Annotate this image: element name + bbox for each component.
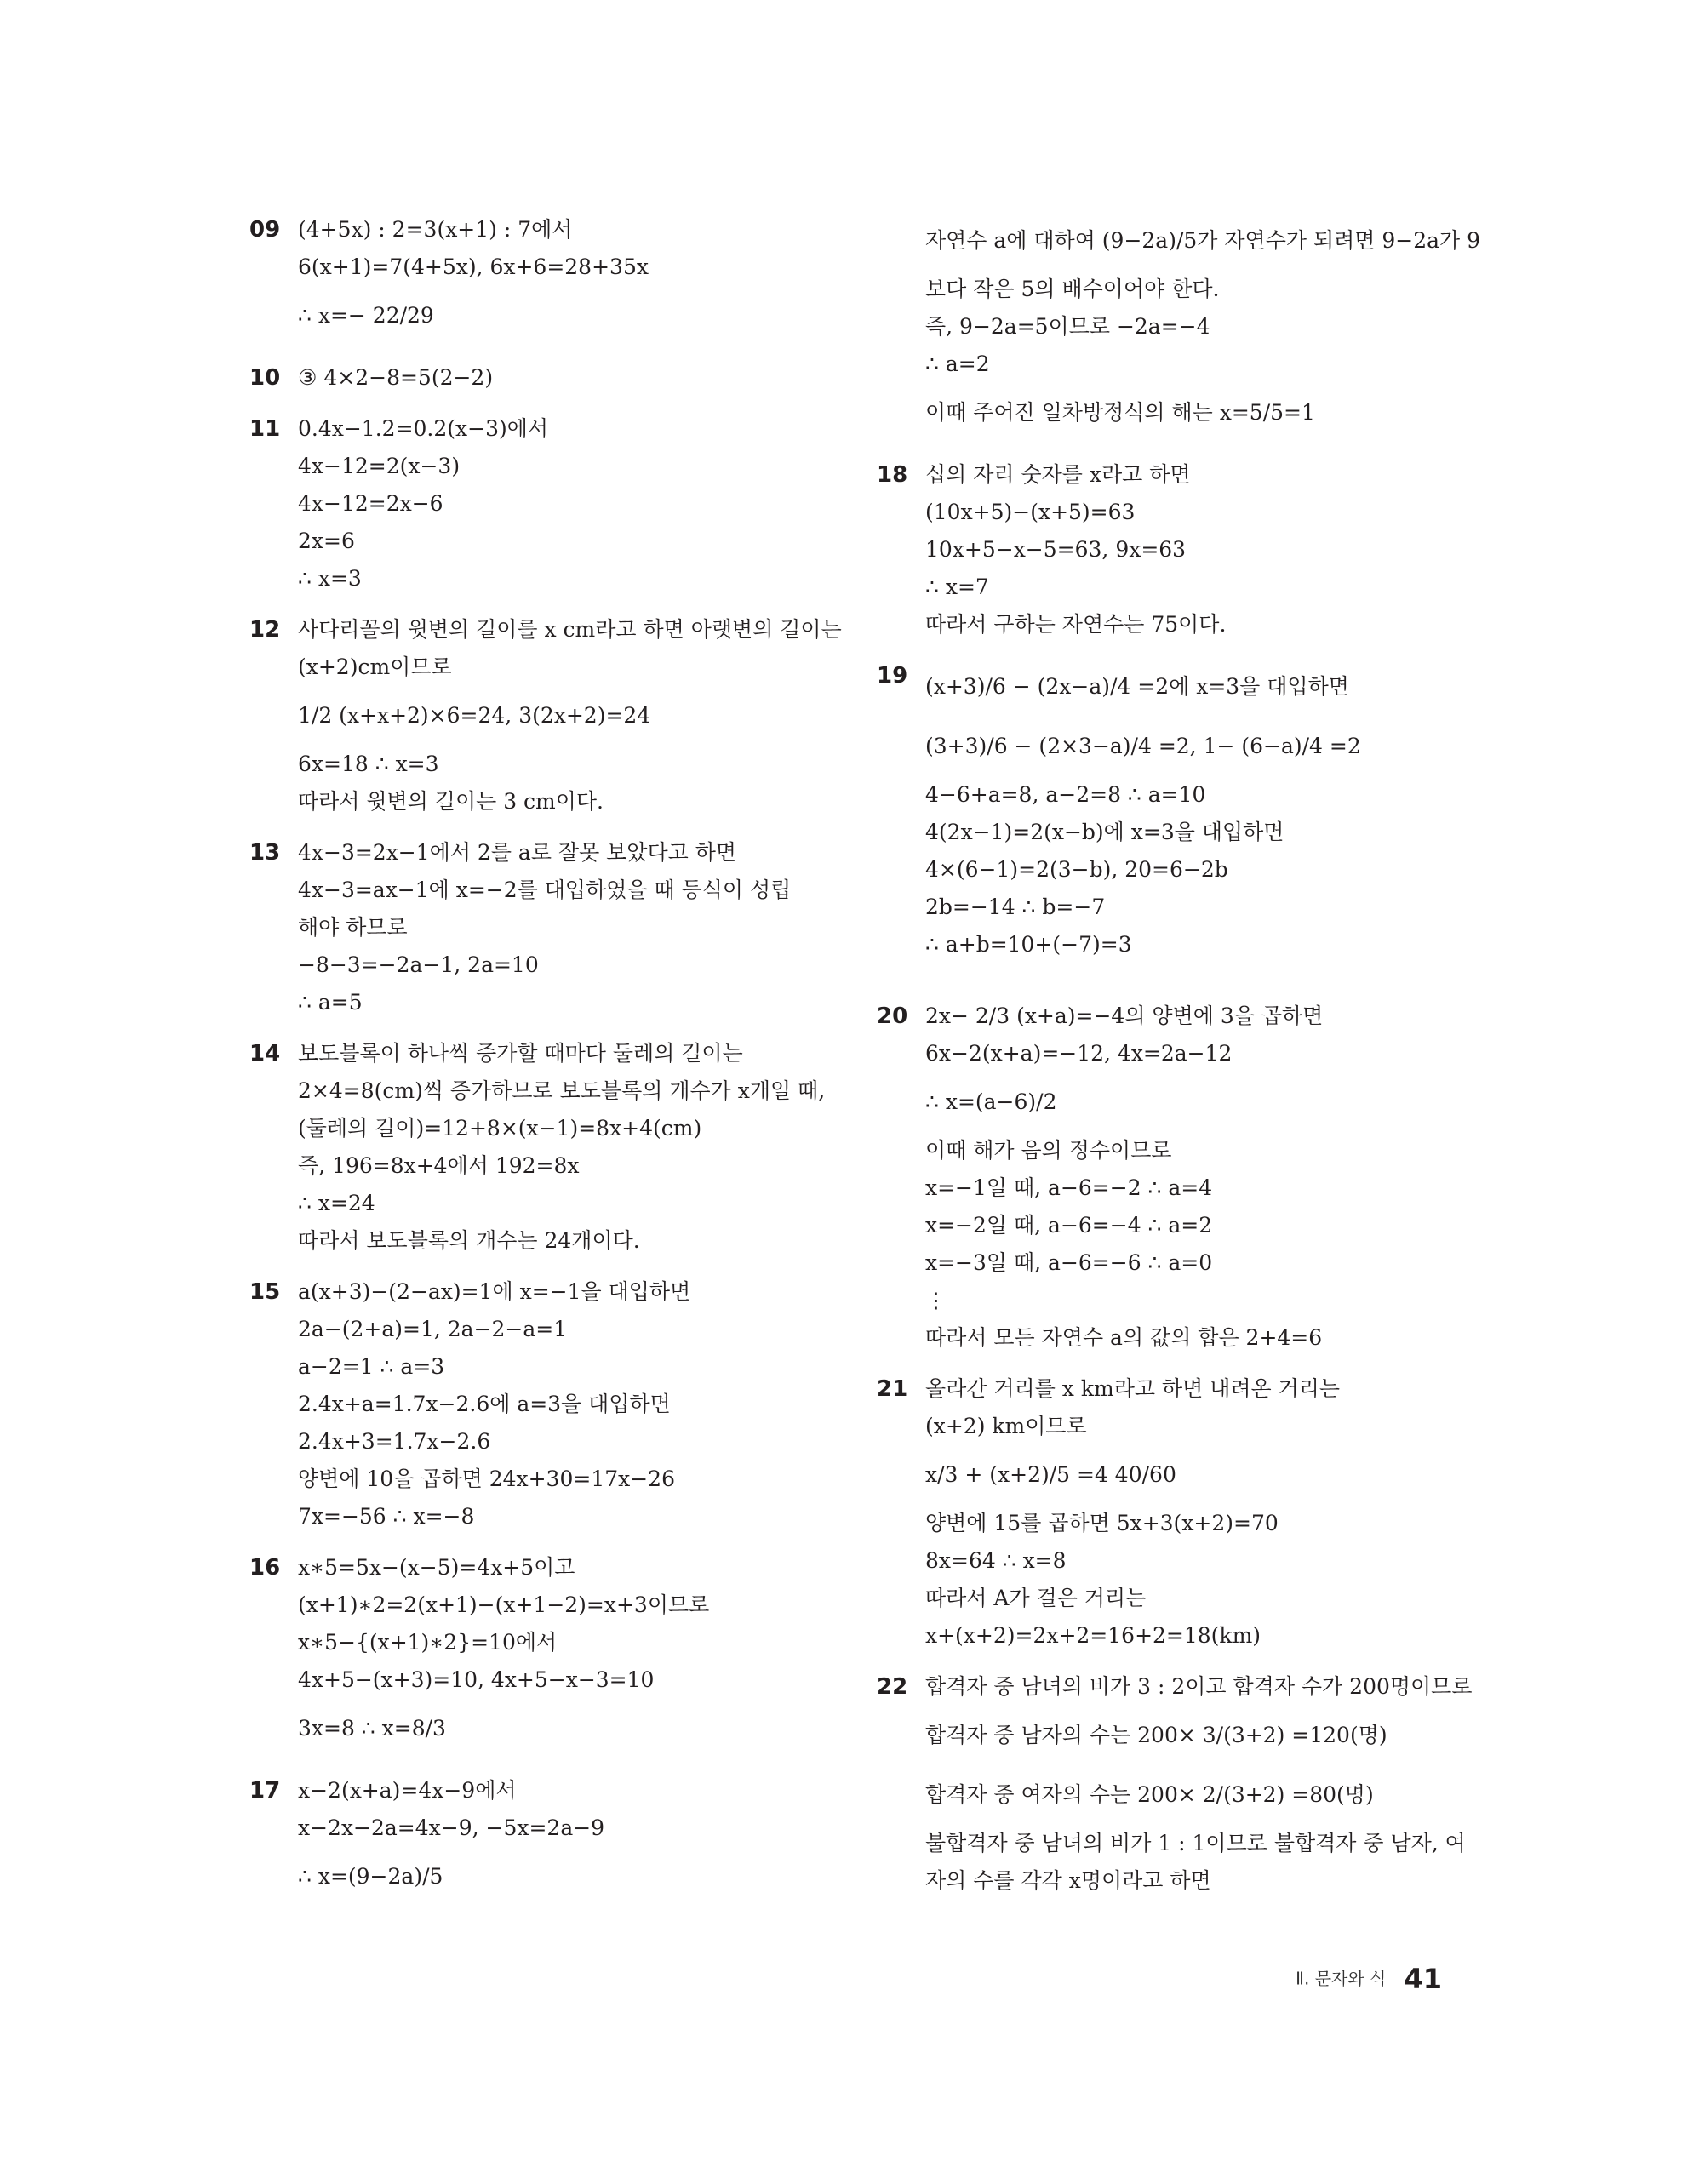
solution-line: 해야 하므로 bbox=[298, 915, 408, 940]
problem-12 bbox=[249, 611, 845, 820]
solution-line: 자의 수를 각각 x명이라고 하면 bbox=[925, 1868, 1211, 1893]
solution-line: 4(2x−1)=2(x−b)에 x=3을 대입하면 bbox=[925, 820, 1284, 844]
problem-number: 09 bbox=[249, 217, 281, 243]
solution-line: x∗5=5x−(x−5)=4x+5이고 bbox=[298, 1555, 575, 1580]
solution-line: a−2=1 ∴ a=3 bbox=[298, 1354, 445, 1379]
solution-line: 4−6+a=8, a−2=8 ∴ a=10 bbox=[925, 782, 1206, 807]
solution-line: 자연수 a에 대하여 (9−2a)/5가 자연수가 되려면 9−2a가 9 bbox=[925, 228, 1481, 253]
page-number: 41 bbox=[1404, 1962, 1442, 1995]
solution-line: ∴ x=3 bbox=[298, 566, 362, 591]
solution-line: a(x+3)−(2−ax)=1에 x=−1을 대입하면 bbox=[298, 1279, 691, 1304]
solution-line: ∴ x=24 bbox=[298, 1191, 375, 1215]
section-label: Ⅱ. 문자와 식 bbox=[1296, 1968, 1387, 1989]
solution-line: x=−1일 때, a−6=−2 ∴ a=4 bbox=[925, 1175, 1213, 1200]
problem-number: 14 bbox=[249, 1041, 281, 1066]
solution-line: 양변에 15를 곱하면 5x+3(x+2)=70 bbox=[925, 1511, 1279, 1535]
solution-line: 보다 작은 5의 배수이어야 한다. bbox=[925, 277, 1220, 301]
problem-number: 10 bbox=[249, 365, 281, 391]
problem-10 bbox=[249, 359, 845, 397]
solution-line: 불합격자 중 남녀의 비가 1 : 1이므로 불합격자 중 남자, 여 bbox=[925, 1831, 1466, 1855]
solution-line: −8−3=−2a−1, 2a=10 bbox=[298, 952, 539, 977]
solution-line: 10x+5−x−5=63, 9x=63 bbox=[925, 537, 1187, 562]
solution-line: ∴ x=(a−6)/2 bbox=[925, 1089, 1057, 1114]
solution-line: 4x−12=2x−6 bbox=[298, 491, 443, 516]
solution-line: (4+5x) : 2=3(x+1) : 7에서 bbox=[298, 217, 573, 242]
solution-line: x+(x+2)=2x+2=16+2=18(km) bbox=[925, 1623, 1262, 1648]
solution-line: (x+1)∗2=2(x+1)−(x+1−2)=x+3이므로 bbox=[298, 1592, 710, 1617]
solution-line: ∴ x=− 22/29 bbox=[298, 303, 434, 328]
solution-line: 6x−2(x+a)=−12, 4x=2a−12 bbox=[925, 1041, 1233, 1066]
problem-09 bbox=[249, 211, 845, 346]
problem-number: 15 bbox=[249, 1279, 281, 1305]
solution-line: (x+3)/6 − (2x−a)/4 =2에 x=3을 대입하면 bbox=[925, 674, 1349, 699]
solution-line: 합격자 중 남자의 수는 200× 3/(3+2) =120(명) bbox=[925, 1723, 1387, 1747]
solution-line: (둘레의 길이)=12+8×(x−1)=8x+4(cm) bbox=[298, 1116, 702, 1141]
problem-21 bbox=[877, 1370, 1464, 1655]
problem-number: 19 bbox=[877, 663, 908, 689]
solution-line: (3+3)/6 − (2×3−a)/4 =2, 1− (6−a)/4 =2 bbox=[925, 734, 1361, 758]
problem-11 bbox=[249, 410, 845, 597]
solution-line: 보도블록이 하나씩 증가할 때마다 둘레의 길이는 bbox=[298, 1041, 743, 1066]
solution-line: 양변에 10을 곱하면 24x+30=17x−26 bbox=[298, 1466, 675, 1491]
problem-number: 22 bbox=[877, 1674, 908, 1700]
left-column bbox=[249, 211, 845, 1907]
solution-line: 즉, 9−2a=5이므로 −2a=−4 bbox=[925, 314, 1210, 339]
solution-line: 2x=6 bbox=[298, 529, 355, 553]
solution-line: 4×(6−1)=2(3−b), 20=6−2b bbox=[925, 857, 1228, 882]
solution-line: 2b=−14 ∴ b=−7 bbox=[925, 895, 1106, 919]
problem-number: 11 bbox=[249, 416, 281, 442]
problem-number: 16 bbox=[249, 1555, 281, 1581]
solution-line: 따라서 윗변의 길이는 3 cm이다. bbox=[298, 789, 604, 814]
solution-line: 4x−12=2(x−3) bbox=[298, 454, 461, 478]
solution-line: x/3 + (x+2)/5 =4 40/60 bbox=[925, 1462, 1176, 1487]
solution-line: 따라서 구하는 자연수는 75이다. bbox=[925, 612, 1227, 637]
problem-13 bbox=[249, 834, 845, 1021]
solution-line: 따라서 보도블록의 개수는 24개이다. bbox=[298, 1228, 640, 1253]
page-footer bbox=[1296, 1954, 1442, 2002]
problem-number: 13 bbox=[249, 840, 281, 866]
solution-line: 6x=18 ∴ x=3 bbox=[298, 752, 439, 776]
solution-line: ∴ x=7 bbox=[925, 575, 989, 599]
solution-line: x=−3일 때, a−6=−6 ∴ a=0 bbox=[925, 1250, 1213, 1275]
solution-line: 4x−3=ax−1에 x=−2를 대입하였을 때 등식이 성립 bbox=[298, 878, 792, 902]
solution-line: 이때 주어진 일차방정식의 해는 x=5/5=1 bbox=[925, 400, 1315, 425]
problem-15 bbox=[249, 1273, 845, 1535]
solution-line: 6(x+1)=7(4+5x), 6x+6=28+35x bbox=[298, 254, 649, 279]
solution-line: 7x=−56 ∴ x=−8 bbox=[298, 1504, 475, 1529]
problem-number: 18 bbox=[877, 462, 908, 488]
solution-line: 2x− 2/3 (x+a)=−4의 양변에 3을 곱하면 bbox=[925, 1003, 1324, 1028]
solution-line: 4x−3=2x−1에서 2를 a로 잘못 보았다고 하면 bbox=[298, 840, 737, 865]
solution-line: (10x+5)−(x+5)=63 bbox=[925, 500, 1136, 524]
solution-line: 4x+5−(x+3)=10, 4x+5−x−3=10 bbox=[298, 1667, 655, 1692]
problem-number: 21 bbox=[877, 1376, 908, 1402]
solution-line: 2.4x+a=1.7x−2.6에 a=3을 대입하면 bbox=[298, 1392, 671, 1416]
problem-number: 12 bbox=[249, 617, 281, 643]
problem-19 bbox=[877, 657, 1464, 963]
problem-18 bbox=[877, 456, 1464, 643]
solution-line: 사다리꼴의 윗변의 길이를 x cm라고 하면 아랫변의 길이는 bbox=[298, 617, 842, 642]
solution-line: 합격자 중 남녀의 비가 3 : 2이고 합격자 수가 200명이므로 bbox=[925, 1674, 1473, 1699]
problem-number: 20 bbox=[877, 1003, 908, 1029]
solution-line: ③ 4×2−8=5(2−2) bbox=[298, 365, 494, 390]
problem-20 bbox=[877, 998, 1464, 1357]
solution-line: 합격자 중 여자의 수는 200× 2/(3+2) =80(명) bbox=[925, 1782, 1374, 1807]
problem-17-continued bbox=[877, 211, 1481, 443]
solution-line: 따라서 A가 걸은 거리는 bbox=[925, 1586, 1147, 1610]
right-column bbox=[877, 211, 1481, 1900]
solution-line: 8x=64 ∴ x=8 bbox=[925, 1548, 1067, 1573]
solution-line: 즉, 196=8x+4에서 192=8x bbox=[298, 1153, 580, 1178]
solution-line: ∴ a=5 bbox=[298, 990, 363, 1015]
problem-16 bbox=[249, 1549, 845, 1758]
solution-line: 2.4x+3=1.7x−2.6 bbox=[298, 1429, 491, 1454]
solution-line: ∴ a=2 bbox=[925, 352, 990, 376]
solution-line: 0.4x−1.2=0.2(x−3)에서 bbox=[298, 416, 549, 441]
solution-line: x∗5−{(x+1)∗2}=10에서 bbox=[298, 1630, 558, 1655]
solution-line: 십의 자리 숫자를 x라고 하면 bbox=[925, 462, 1191, 487]
problem-17 bbox=[249, 1772, 845, 1907]
problem-number: 17 bbox=[249, 1778, 281, 1804]
solution-line: 1/2 (x+x+2)×6=24, 3(2x+2)=24 bbox=[298, 703, 651, 728]
solution-line: 2a−(2+a)=1, 2a−2−a=1 bbox=[298, 1317, 568, 1341]
solution-line: 올라간 거리를 x km라고 하면 내려온 거리는 bbox=[925, 1376, 1341, 1401]
solution-line: (x+2) km이므로 bbox=[925, 1414, 1087, 1438]
solution-line: 3x=8 ∴ x=8/3 bbox=[298, 1716, 446, 1741]
solution-line: 2×4=8(cm)씩 증가하므로 보도블록의 개수가 x개일 때, bbox=[298, 1078, 826, 1103]
solution-line: ⋮ bbox=[925, 1288, 947, 1312]
solution-line: 이때 해가 음의 정수이므로 bbox=[925, 1138, 1172, 1163]
solution-line: x=−2일 때, a−6=−4 ∴ a=2 bbox=[925, 1213, 1213, 1238]
solution-line: x−2x−2a=4x−9, −5x=2a−9 bbox=[298, 1815, 605, 1840]
problem-14 bbox=[249, 1035, 845, 1260]
solution-line: x−2(x+a)=4x−9에서 bbox=[298, 1778, 517, 1803]
solution-line: ∴ a+b=10+(−7)=3 bbox=[925, 932, 1132, 957]
solution-line: ∴ x=(9−2a)/5 bbox=[298, 1864, 443, 1889]
solution-line: (x+2)cm이므로 bbox=[298, 655, 452, 679]
problem-22 bbox=[877, 1668, 1473, 1900]
solution-line: 따라서 모든 자연수 a의 값의 합은 2+4=6 bbox=[925, 1325, 1323, 1350]
